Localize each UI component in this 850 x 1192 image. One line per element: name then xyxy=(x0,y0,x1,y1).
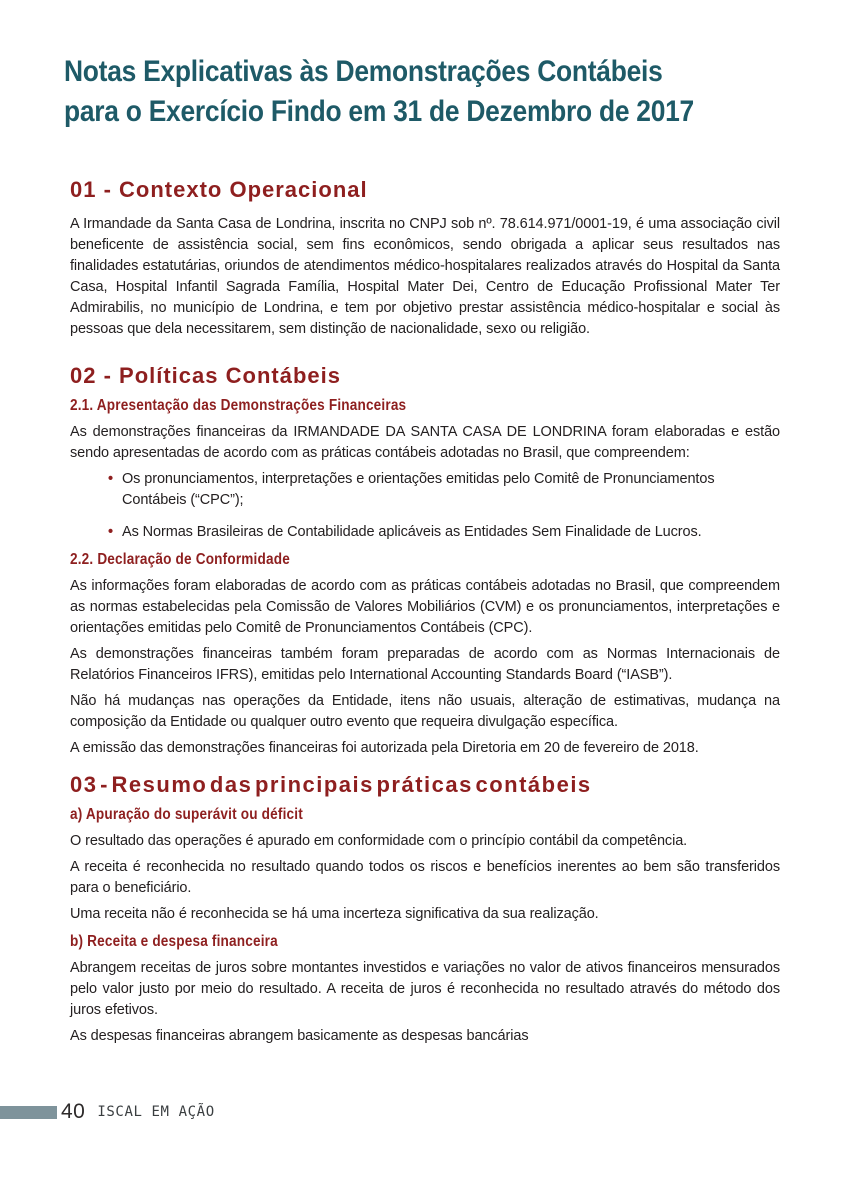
section-contexto-operacional xyxy=(70,177,780,340)
page-title-line1: Notas Explicativas às Demonstrações Contábeis xyxy=(64,55,663,88)
page-title-line2: para o Exercício Findo em 31 de Dezembro de 2017 xyxy=(64,95,694,128)
paragraph: Uma receita não é reconhecida se há uma incerteza significativa da sua realização. xyxy=(70,906,599,922)
section-heading-03: 03 - Resumo das principais práticas contábeis xyxy=(70,772,592,797)
section-resumo-praticas-contabeis xyxy=(70,772,780,1047)
page-title xyxy=(64,52,694,132)
subsection-heading-b: b) Receita e despesa financeira xyxy=(70,933,278,950)
paragraph: As despesas financeiras abrangem basicamente as despesas bancárias xyxy=(70,1028,529,1044)
section-heading-02: 02 - Políticas Contábeis xyxy=(70,363,341,388)
paragraph: Abrangem receitas de juros sobre montantes investidos e variações no valor de ativos financeiros mensurados pelo valor justo por meio do resultado. A receita de juros é reconhecida no resultado através do método dos juros efetivos. xyxy=(70,960,780,1018)
paragraph: As demonstrações financeiras também foram preparadas de acordo com as Normas Internacionais de Relatórios Financeiros IFRS), emitidas pelo International Accounting Standards Board (“IASB”). xyxy=(70,646,780,683)
footer-accent-bar xyxy=(0,1106,57,1119)
subsection-heading-2-1: 2.1. Apresentação das Demonstrações Financeiras xyxy=(70,397,407,414)
publication-name: ISCAL EM AÇÃO xyxy=(97,1104,215,1120)
paragraph: O resultado das operações é apurado em conformidade com o princípio contábil da competência. xyxy=(70,833,688,849)
paragraph: As informações foram elaboradas de acordo com as práticas contábeis adotadas no Brasil, que compreendem as normas estabelecidas pela Comissão de Valores Mobiliários (CVM) e os pronunciamentos, interpretações e orientações emitidas pelo Comitê de Pronunciamentos Contábeis (CPC). xyxy=(70,578,780,636)
section-politicas-contabeis xyxy=(70,363,780,759)
paragraph: A emissão das demonstrações financeiras foi autorizada pela Diretoria em 20 de fevereiro de 2018. xyxy=(70,740,699,756)
page-number: 40 xyxy=(61,1100,86,1123)
list-item xyxy=(108,522,780,543)
subsection-heading-2-2: 2.2. Declaração de Conformidade xyxy=(70,551,290,568)
list-item-text: As Normas Brasileiras de Contabilidade aplicáveis as Entidades Sem Finalidade de Lucros. xyxy=(122,524,702,540)
page-footer xyxy=(0,1100,850,1124)
section-heading-01: 01 - Contexto Operacional xyxy=(70,177,368,202)
list-item xyxy=(108,469,780,511)
paragraph: A Irmandade da Santa Casa de Londrina, inscrita no CNPJ sob nº. 78.614.971/0001-19, é uma associação civil beneficente de assistência social, sem fins econômicos, sendo obrigada a aplicar seus resultados nas finalidades estatutárias, oriundos de atendimentos médico-hospitalares realizados através do Hospital da Santa Casa, Hospital Infantil Sagrada Família, Hospital Mater Dei, Centro de Educação Profissional Mater Ter Admirabilis, no município de Londrina, e tem por objetivo prestar assistência médico-hospitalar e social às pessoas que dela necessitarem, sem distinção de nacionalidade, sexo ou religião. xyxy=(70,216,780,337)
paragraph: As demonstrações financeiras da IRMANDADE DA SANTA CASA DE LONDRINA foram elaboradas e estão sendo apresentadas de acordo com as práticas contábeis adotadas no Brasil, que compreendem: xyxy=(70,424,780,461)
subsection-heading-a: a) Apuração do superávit ou déficit xyxy=(70,806,303,823)
bullet-list xyxy=(70,469,780,543)
paragraph: A receita é reconhecida no resultado quando todos os riscos e benefícios inerentes ao bem são transferidos para o beneficiário. xyxy=(70,859,780,896)
list-item-text: Os pronunciamentos, interpretações e orientações emitidas pelo Comitê de Pronunciamentos Contábeis (“CPC”); xyxy=(122,471,715,508)
paragraph: Não há mudanças nas operações da Entidade, itens não usuais, alteração de estimativas, mudança na composição da Entidade ou qualquer outro evento que requeira divulgação específica. xyxy=(70,693,780,730)
